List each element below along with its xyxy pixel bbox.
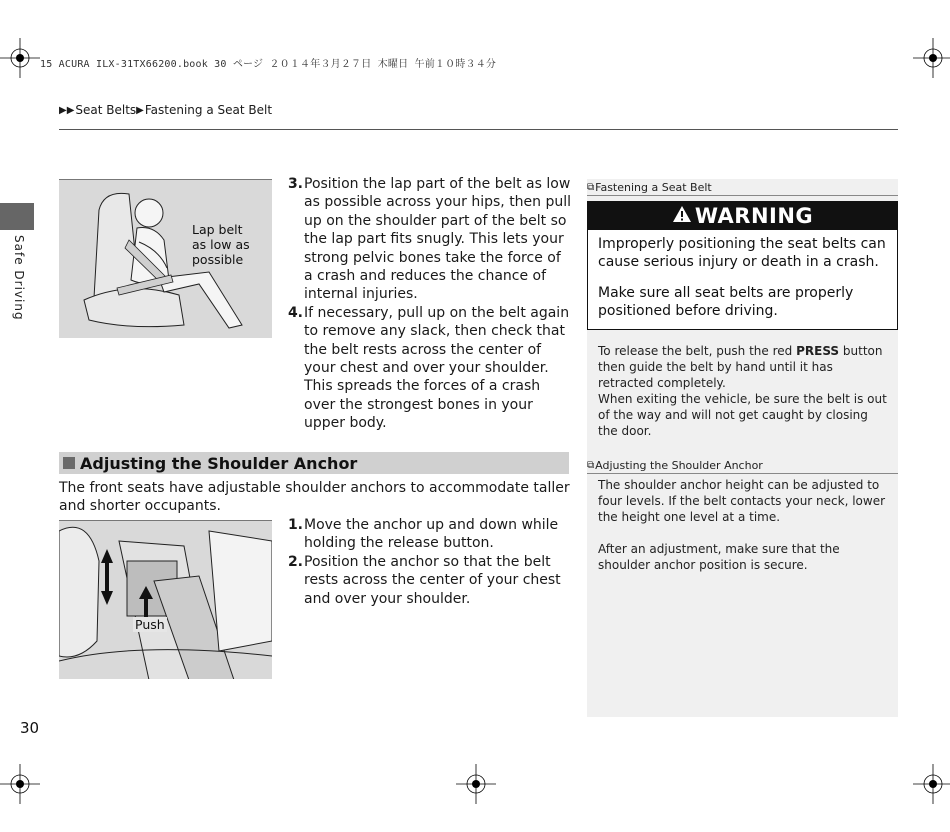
lap-belt-caption: Lap belt as low as possible [192, 222, 250, 267]
list-item: 2. Position the anchor so that the belt rests across the center of your chest and over your shoulder. [287, 553, 561, 607]
registration-mark-icon [913, 38, 950, 78]
lap-belt-illustration [59, 179, 272, 338]
page-number: 30 [20, 719, 40, 737]
breadcrumb-item-seat-belts[interactable]: Seat Belts [75, 103, 137, 117]
fastening-steps [287, 175, 572, 433]
registration-mark-icon [456, 764, 496, 804]
header-divider [59, 129, 898, 130]
chapter-tab [0, 203, 34, 230]
reference-arrow-icon: ⧉ [587, 181, 595, 193]
breadcrumb-item-fastening[interactable]: Fastening a Seat Belt [144, 103, 273, 117]
chapter-label: Safe Driving [12, 235, 26, 321]
double-triangle-icon: ▶▶ [59, 104, 75, 116]
reference-arrow-icon: ⧉ [587, 459, 595, 471]
registration-mark-icon [0, 38, 40, 78]
sidebar-notes [587, 179, 898, 717]
square-bullet-icon [63, 457, 75, 469]
triangle-icon: ▶ [136, 104, 144, 116]
shoulder-anchor-intro: The front seats have adjustable shoulder anchors to accommodate taller and shorter occupants. [59, 480, 570, 515]
push-caption: Push [135, 617, 165, 632]
warning-title-bar: WARNING [588, 202, 897, 230]
list-item: 3. Position the lap part of the belt as low as possible across your hips, then pull up on the shoulder part of the belt so the lap part fits snugly. This lets your strong pelvic bones take the force of a crash and reduces the chance of internal injuries. [287, 176, 572, 303]
warning-triangle-icon [672, 205, 692, 227]
section-heading-shoulder-anchor: Adjusting the Shoulder Anchor [59, 452, 569, 474]
breadcrumb [59, 103, 272, 117]
print-header: 15 ACURA ILX-31TX66200.book 30 ページ ２０１４年３月２７日 木曜日 午前１０時３４分 [40, 59, 497, 70]
shoulder-anchor-steps [287, 516, 572, 608]
registration-mark-icon [913, 764, 950, 804]
registration-mark-icon [0, 764, 40, 804]
release-instructions: To release the belt, push the red PRESS button then guide the belt by hand until it has retracted completely. When exiting the vehicle, be sure the belt is out of the way and will not get caught by closing the door. [598, 344, 887, 438]
sidebar-reference-anchor[interactable]: ⧉ Adjusting the Shoulder Anchor [587, 457, 898, 474]
shoulder-anchor-illustration [59, 520, 272, 679]
sidebar-reference-fastening[interactable]: ⧉ Fastening a Seat Belt [587, 179, 898, 196]
warning-box [587, 201, 898, 330]
anchor-notes: The shoulder anchor height can be adjusted to four levels. If the belt contacts your neck, lower the height one level at a time. After an adjustment, make sure that the shoulder anchor position is secure. [598, 478, 886, 572]
list-item: 1. Move the anchor up and down while holding the release button. [287, 517, 559, 552]
warning-body: Improperly positioning the seat belts can cause serious injury or death in a crash. Make sure all seat belts are properly positioned before driving. [598, 236, 886, 319]
list-item: 4. If necessary, pull up on the belt again to remove any slack, then check that the belt rests across the center of your chest and over your shoulder. This spreads the forces of a crash over the strongest bones in your upper body. [287, 304, 570, 432]
